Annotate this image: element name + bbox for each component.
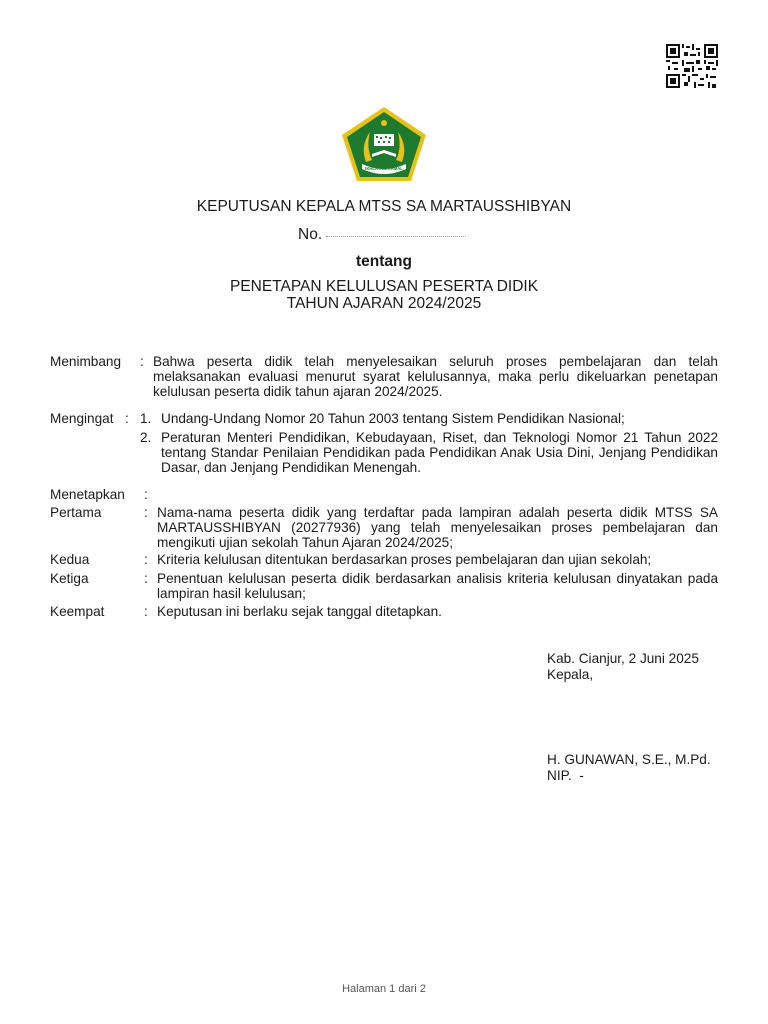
decision-colon: : bbox=[144, 552, 148, 567]
decision-text: Kriteria kelulusan ditentukan berdasarkan proses pembelajaran dan ujian sekolah; bbox=[157, 552, 652, 567]
decision-label: Keempat bbox=[50, 604, 105, 619]
document-title: KEPUTUSAN KEPALA MTSS SA MARTAUSSHIBYAN bbox=[196, 198, 572, 215]
ministry-logo bbox=[340, 106, 428, 182]
number-dotted-line bbox=[326, 236, 466, 237]
signature-nip: NIP. - bbox=[547, 768, 584, 783]
menimbang-label: Menimbang bbox=[50, 354, 122, 369]
signature-place-date: Kab. Cianjur, 2 Juni 2025 bbox=[547, 651, 699, 666]
tentang-label: tentang bbox=[356, 253, 412, 270]
subject-line-2: TAHUN AJARAN 2024/2025 bbox=[286, 295, 482, 312]
mengingat-item-1-text: Undang-Undang Nomor 20 Tahun 2003 tentang Sistem Pendidikan Nasional; bbox=[161, 411, 625, 426]
decision-label: Kedua bbox=[50, 552, 90, 567]
mengingat-item-1-number: 1. bbox=[140, 411, 152, 426]
signature-position: Kepala, bbox=[547, 667, 594, 682]
decision-label: Pertama bbox=[50, 505, 102, 520]
document-number bbox=[298, 226, 466, 244]
number-label: No. bbox=[298, 226, 323, 243]
qr-code bbox=[666, 44, 718, 88]
mengingat-item-2-text: Peraturan Menteri Pendidikan, Kebudayaan, Riset, dan Teknologi Nomor 21 Tahun 2022 tentang Standar Penilaian Pendidikan pada Pendidikan Anak Usia Dini, Jenjang Pendidikan Dasar, dan Jenjang Pendidikan Menengah. bbox=[161, 430, 718, 475]
decision-colon: : bbox=[144, 604, 148, 619]
decision-text: Penentuan kelulusan peserta didik berdasarkan analisis kriteria kelulusan dinyatakan pada lampiran hasil kelulusan; bbox=[157, 571, 718, 601]
decision-colon: : bbox=[144, 571, 148, 586]
menimbang-text: Bahwa peserta didik telah menyelesaikan seluruh proses pembelajaran dan telah melaksanakan evaluasi menurut syarat kelulusannya, maka perlu dikeluarkan penetapan kelulusan peserta didik tahun ajaran 2024/2025. bbox=[153, 354, 718, 399]
decision-text: Keputusan ini berlaku sejak tanggal ditetapkan. bbox=[157, 604, 442, 619]
mengingat-label: Mengingat bbox=[50, 411, 114, 426]
mengingat-colon: : bbox=[125, 411, 129, 426]
logo-ribbon-text: IKHLAS BERAMAL bbox=[365, 166, 403, 171]
subject-line-1: PENETAPAN KELULUSAN PESERTA DIDIK bbox=[229, 278, 539, 295]
menetapkan-colon: : bbox=[144, 487, 148, 502]
decision-text: Nama-nama peserta didik yang terdaftar pada lampiran adalah peserta didik MTSS SA MARTAUSSHIBYAN (20277936) yang telah menyelesaikan proses pembelajaran dan mengikuti ujian sekolah Tahun Ajaran 2024/2025; bbox=[157, 505, 718, 550]
decision-colon: : bbox=[144, 505, 148, 520]
decision-label: Ketiga bbox=[50, 571, 89, 586]
mengingat-item-2-number: 2. bbox=[140, 430, 152, 445]
menetapkan-label: Menetapkan bbox=[50, 487, 125, 502]
signature-name: H. GUNAWAN, S.E., M.Pd. bbox=[547, 752, 711, 767]
page-indicator: Halaman 1 dari 2 bbox=[342, 983, 426, 995]
menimbang-colon: : bbox=[140, 354, 144, 369]
